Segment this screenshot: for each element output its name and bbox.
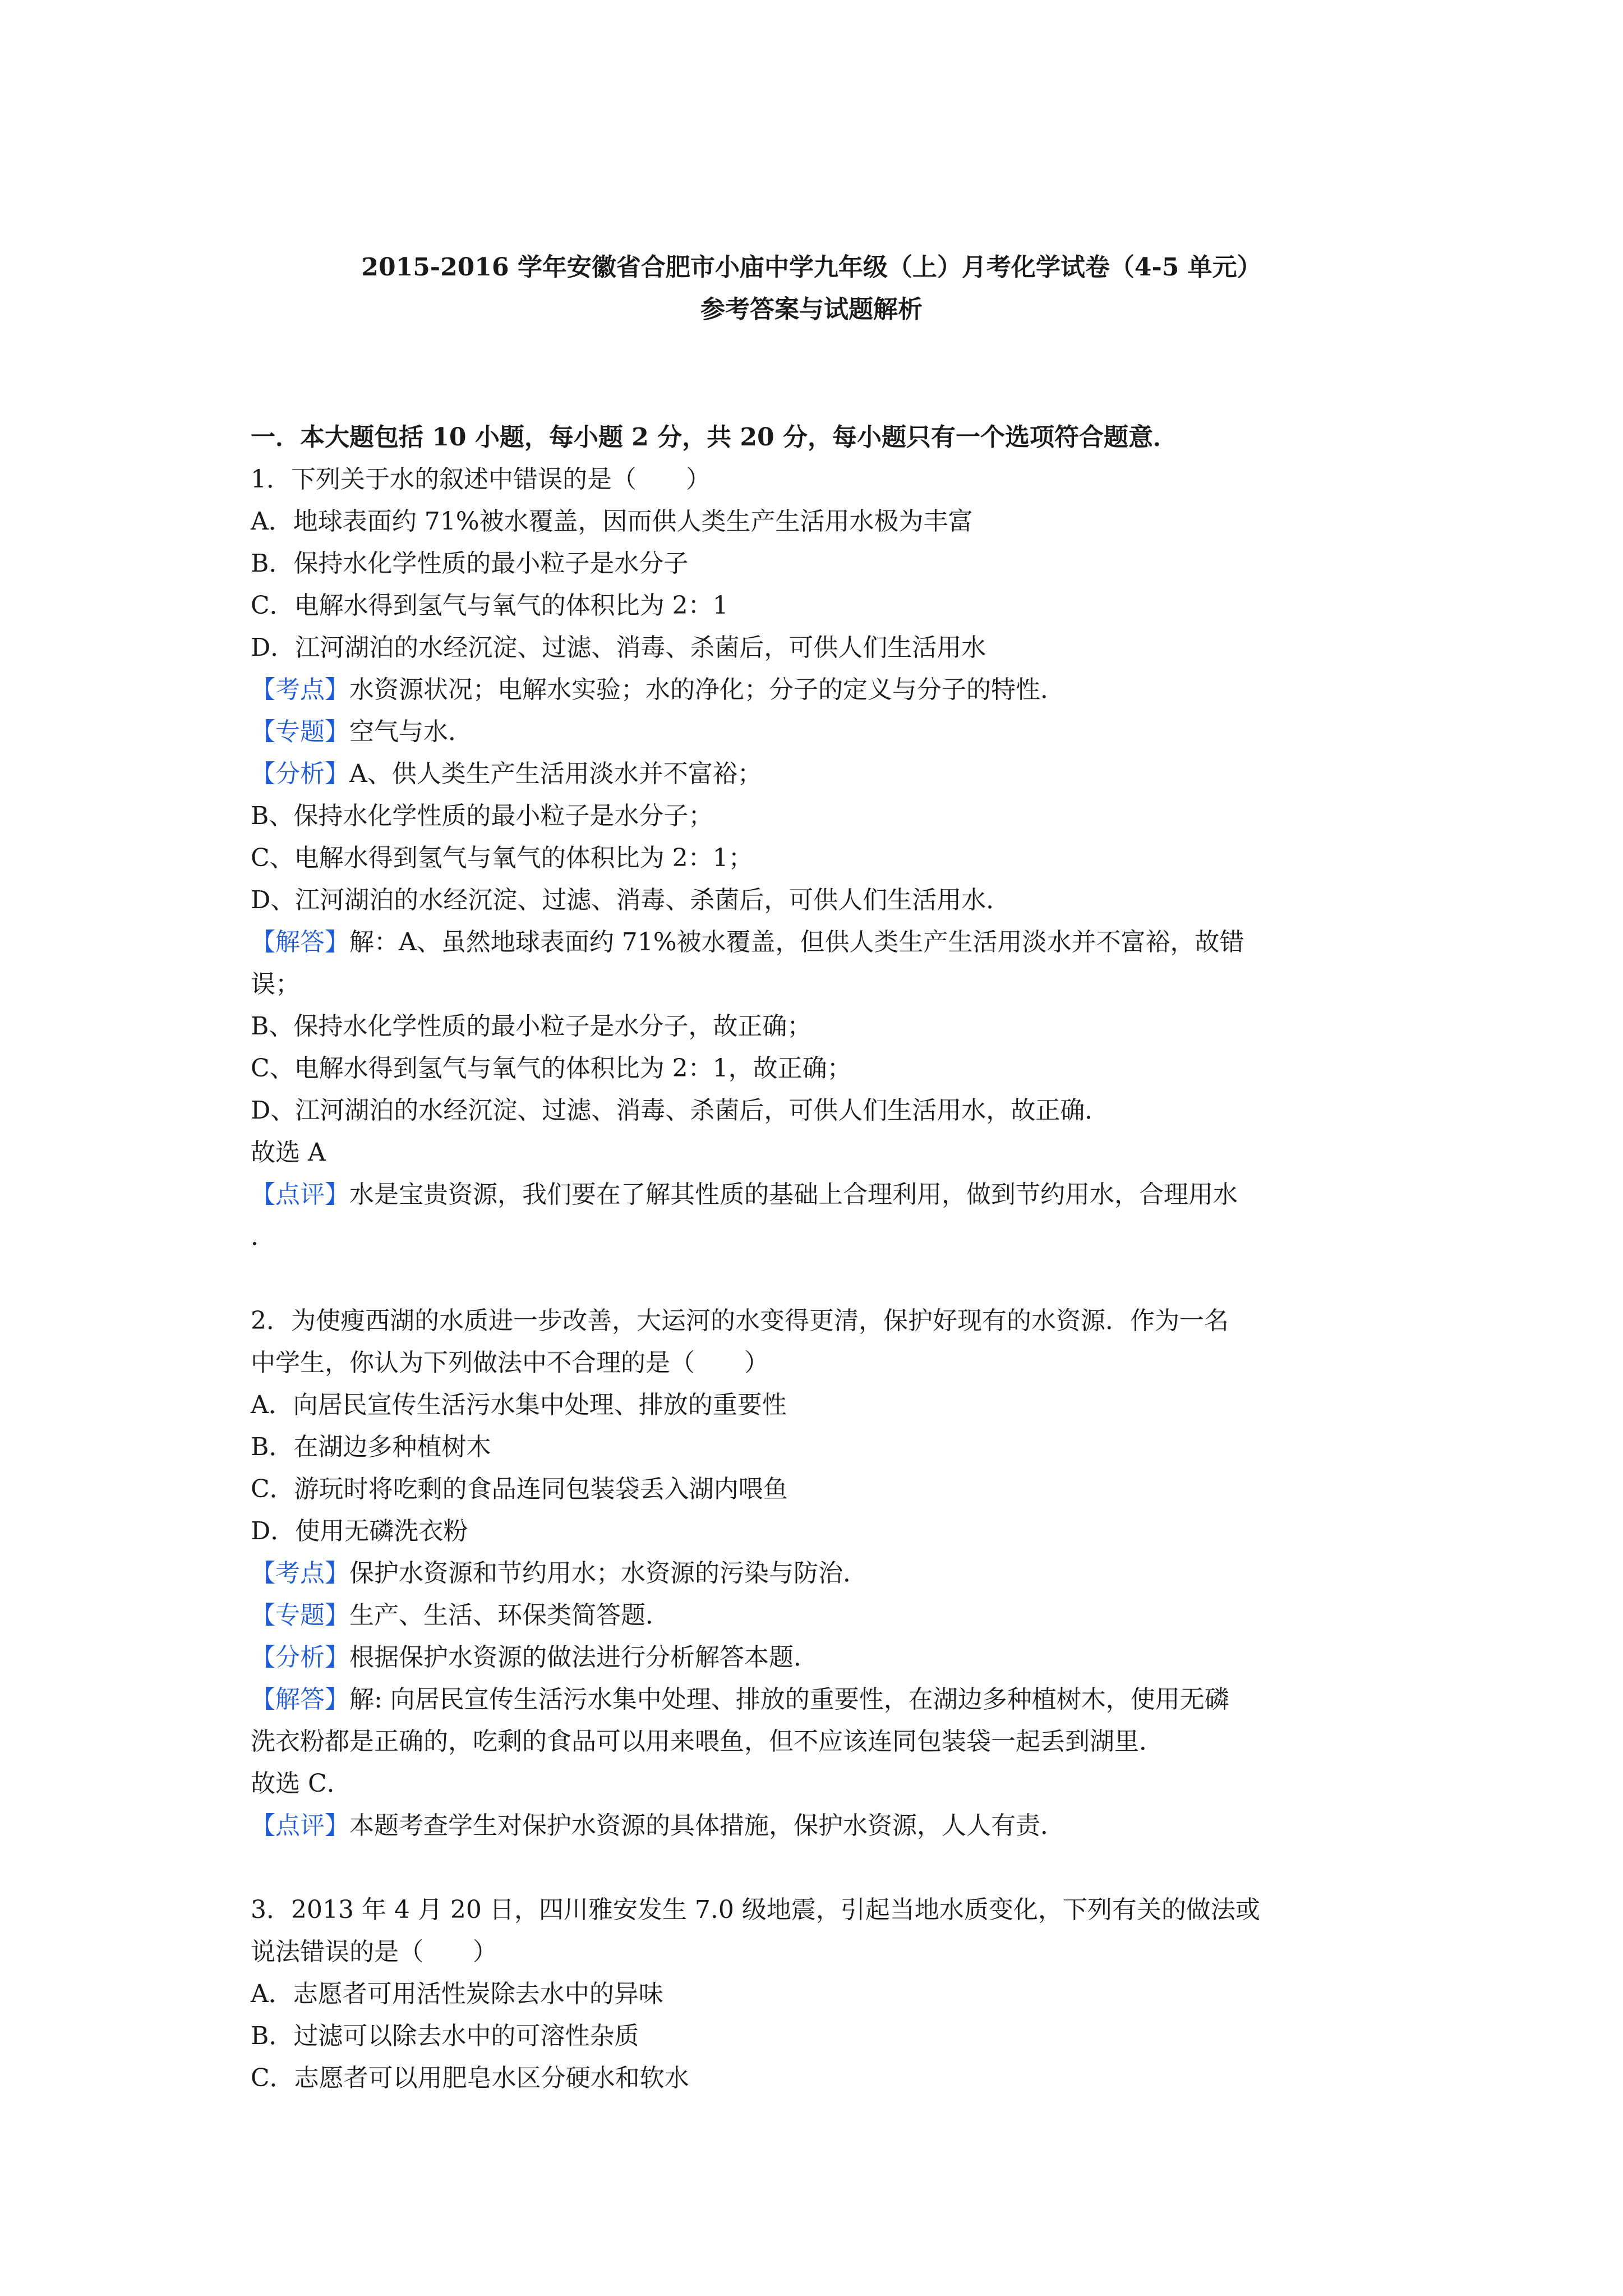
fenxi-row [251,753,1395,795]
jieda-tag: 【解答】 [251,928,349,956]
jieda-row [251,1678,1395,1720]
option-b: B．在湖边多种植树木 [251,1433,491,1461]
fenxi-line-2: B、保持水化学性质的最小粒子是水分子； [251,802,713,830]
spacer [251,1847,1395,1889]
jieda-text: 解：A、虽然地球表面约 71%被水覆盖，但供人类生产生活用淡水并不富裕，故错 [349,928,1244,956]
option-d: D．江河湖泊的水经沉淀、过滤、消毒、杀菌后，可供人们生活用水 [251,633,986,662]
dianping-tag: 【点评】 [251,1180,349,1209]
dianping-row [251,1805,1395,1847]
dianping-text: 本题考查学生对保护水资源的具体措施，保护水资源，人人有责． [349,1811,1065,1840]
document-subtitle: 参考答案与试题解析 [700,295,923,324]
jieda-line-2: 洗衣粉都是正确的，吃剩的食品可以用来喂鱼，但不应该连同包装袋一起丢到湖里． [251,1727,1164,1756]
kaodian-row [251,1552,1395,1594]
option-c: C．志愿者可以用肥皂水区分硬水和软水 [251,2064,689,2092]
zhuanti-text: 空气与水． [349,717,473,746]
jieda-row [251,921,1395,963]
jieda-tag: 【解答】 [251,1685,349,1714]
kaodian-tag: 【考点】 [251,1559,349,1588]
option-a: A．向居民宣传生活污水集中处理、排放的重要性 [251,1391,787,1419]
fenxi-row [251,1636,1395,1678]
option-b: B．过滤可以除去水中的可溶性杂质 [251,2022,639,2050]
document-title: 2015-2016 学年安徽省合肥市小庙中学九年级（上）月考化学试卷（4-5 单元） [361,253,1262,282]
question-stem: 1．下列关于水的叙述中错误的是（ ） [251,465,711,494]
fenxi-text: 根据保护水资源的做法进行分析解答本题． [349,1643,818,1672]
kaodian-text: 水资源状况；电解水实验；水的净化；分子的定义与分子的特性． [349,675,1065,704]
zhuanti-row [251,711,1395,753]
fenxi-tag: 【分析】 [251,760,349,788]
kaodian-row [251,669,1395,711]
option-b: B．保持水化学性质的最小粒子是水分子 [251,549,689,578]
option-c: C．游玩时将吃剩的食品连同包装袋丢入湖内喂鱼 [251,1475,788,1503]
spacer [251,1258,1395,1300]
jieda-line-5: D、江河湖泊的水经沉淀、过滤、消毒、杀菌后，可供人们生活用水，故正确． [251,1096,1110,1125]
zhuanti-row [251,1594,1395,1636]
fenxi-line-3: C、电解水得到氢气与氧气的体积比为 2：1； [251,844,753,872]
jieda-text: 解: 向居民宣传生活污水集中处理、排放的重要性，在湖边多种植树木，使用无磷 [349,1685,1229,1714]
section-heading: 一．本大题包括 10 小题，每小题 2 分，共 20 分，每小题只有一个选项符合题意． [251,423,1178,452]
question-2 [251,1300,1395,1847]
zhuanti-text: 生产、生活、环保类简答题． [349,1601,670,1630]
jieda-line-3: B、保持水化学性质的最小粒子是水分子，故正确； [251,1012,812,1041]
dianping-tag: 【点评】 [251,1811,349,1840]
document-body [251,416,1395,2099]
question-1 [251,458,1395,1258]
question-stem: 3．2013 年 4 月 20 日，四川雅安发生 7.0 级地震，引起当地水质变化，下列有关的做法或 [251,1895,1260,1924]
jieda-line-2: 误； [251,970,300,999]
answer-line: 故选 C． [251,1769,352,1798]
option-d: D．使用无磷洗衣粉 [251,1517,468,1545]
option-c: C．电解水得到氢气与氧气的体积比为 2：1 [251,591,728,620]
option-a: A．地球表面约 71%被水覆盖，因而供人类生产生活用水极为丰富 [251,507,973,536]
question-3 [251,1889,1395,2099]
fenxi-tag: 【分析】 [251,1643,349,1672]
kaodian-tag: 【考点】 [251,675,349,704]
question-stem-line-2: 说法错误的是（ ） [251,1938,497,1966]
question-stem: 2．为使瘦西湖的水质进一步改善，大运河的水变得更清，保护好现有的水资源．作为一名 [251,1306,1229,1335]
option-a: A．志愿者可用活性炭除去水中的异味 [251,1980,663,2008]
zhuanti-tag: 【专题】 [251,717,349,746]
dianping-text: 水是宝贵资源，我们要在了解其性质的基础上合理利用，做到节约用水，合理用水 [349,1180,1238,1209]
fenxi-line-4: D、江河湖泊的水经沉淀、过滤、消毒、杀菌后，可供人们生活用水． [251,886,1011,914]
jieda-line-4: C、电解水得到氢气与氧气的体积比为 2：1，故正确； [251,1054,852,1083]
answer-line: 故选 A [251,1138,326,1167]
dianping-row [251,1174,1395,1216]
fenxi-text: A、供人类生产生活用淡水并不富裕； [349,760,762,788]
dianping-end: ． [251,1222,275,1251]
question-stem-line-2: 中学生，你认为下列做法中不合理的是（ ） [251,1349,769,1377]
zhuanti-tag: 【专题】 [251,1601,349,1630]
kaodian-text: 保护水资源和节约用水；水资源的污染与防治． [349,1559,868,1588]
